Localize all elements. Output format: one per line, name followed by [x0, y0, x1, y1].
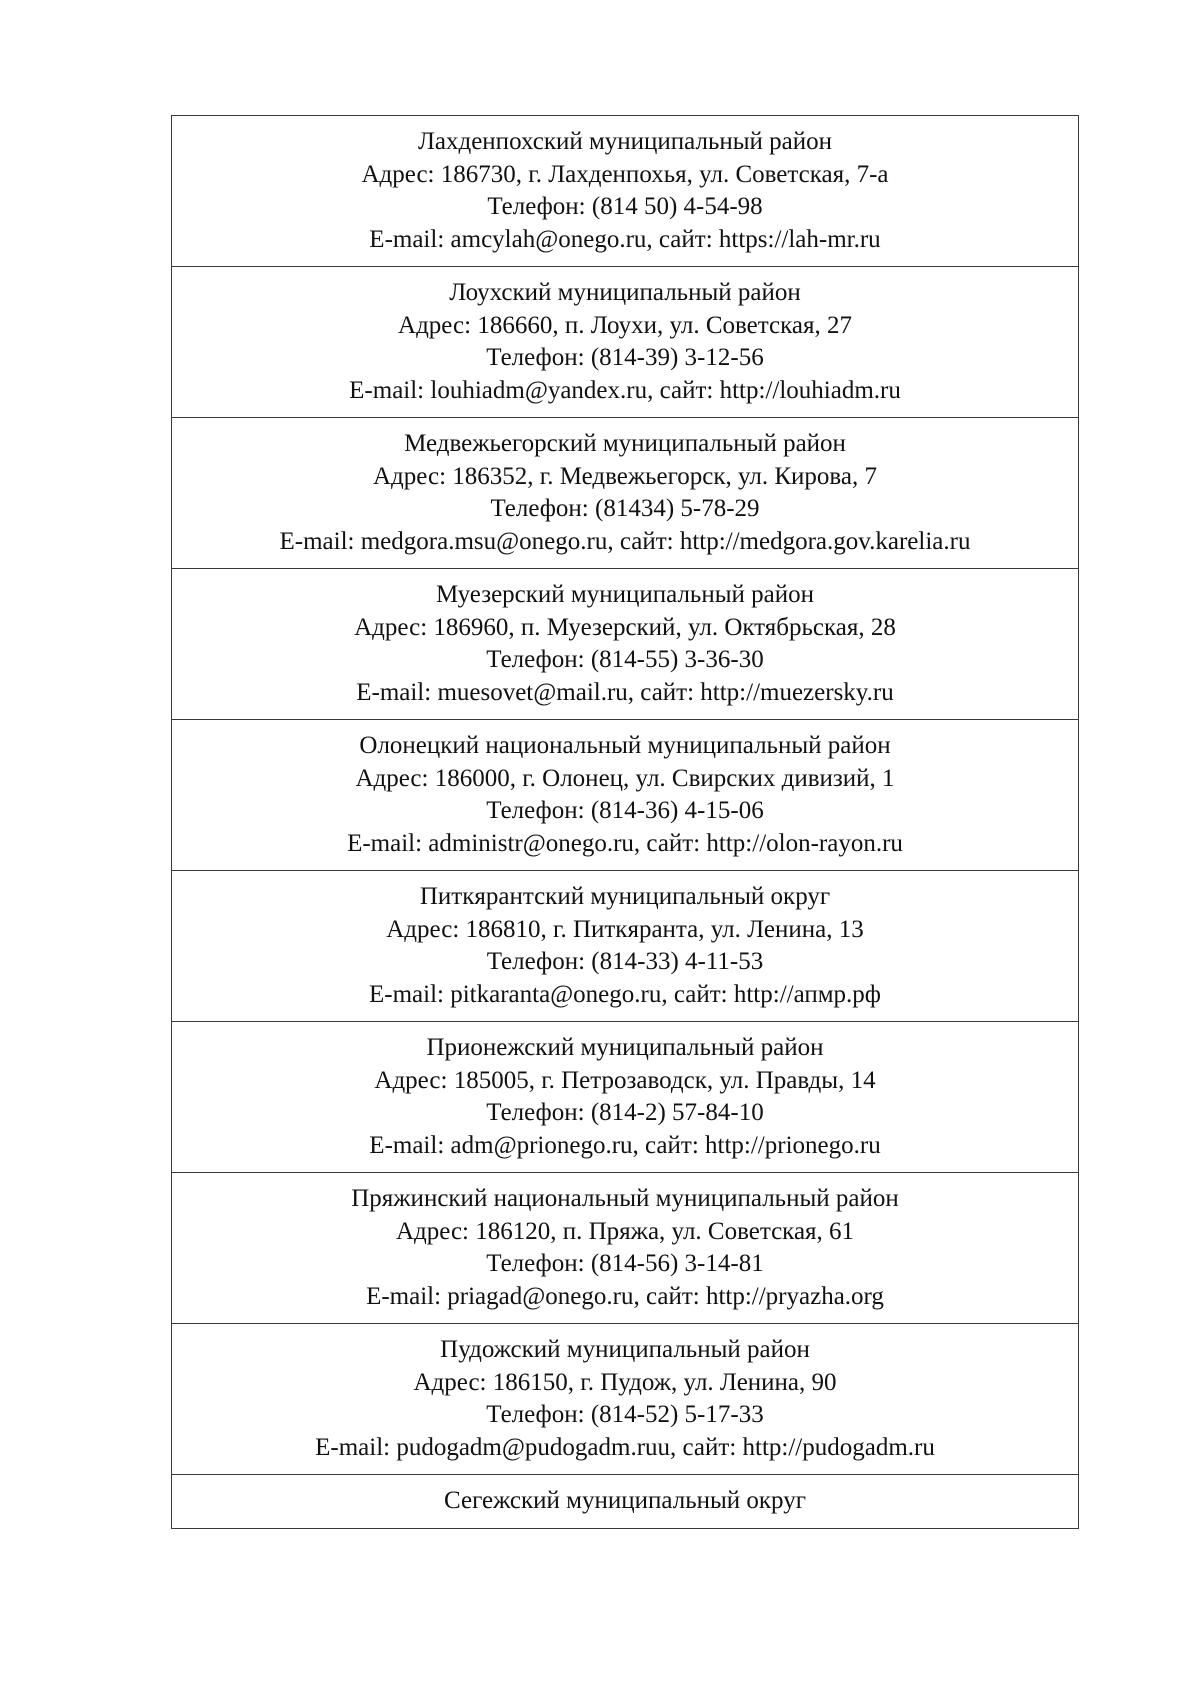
municipality-email-site: E-mail: louhiadm@yandex.ru, сайт: http://louhiadm.ru [349, 376, 901, 404]
municipality-address: Адрес: 186660, п. Лоухи, ул. Советская, 27 [398, 311, 852, 339]
municipality-name: Пряжинский национальный муниципальный район [351, 1185, 899, 1212]
municipality-address: Адрес: 185005, г. Петрозаводск, ул. Правды, 14 [374, 1066, 876, 1094]
table-row [172, 871, 1079, 1022]
table-row [172, 418, 1079, 569]
contacts-table [171, 115, 1079, 1529]
municipality-phone: Телефон: (814-36) 4-15-06 [486, 797, 764, 824]
municipality-cell [172, 569, 1079, 720]
municipality-name: Лахденпохский муниципальный район [417, 128, 833, 155]
municipality-cell [172, 1022, 1079, 1173]
municipality-name: Сегежский муниципальный округ [444, 1487, 806, 1515]
municipality-cell [172, 871, 1079, 1022]
table-row [172, 1173, 1079, 1324]
municipality-address: Адрес: 186730, г. Лахденпохья, ул. Советская, 7-а [361, 160, 889, 188]
municipality-name: Олонецкий национальный муниципальный район [359, 732, 891, 759]
table-row [172, 116, 1079, 267]
municipality-address: Адрес: 186352, г. Медвежьегорск, ул. Кирова, 7 [372, 462, 877, 490]
municipality-address: Адрес: 186810, г. Питкяранта, ул. Ленина, 13 [386, 915, 864, 943]
municipality-phone: Телефон: (814 50) 4-54-98 [487, 193, 763, 220]
municipality-email-site: E-mail: adm@prionego.ru, сайт: http://prionego.ru [369, 1131, 881, 1159]
municipality-phone: Телефон: (814-55) 3-36-30 [486, 646, 764, 673]
municipality-name: Питкярантский муниципальный округ [419, 883, 831, 910]
municipality-cell [172, 116, 1079, 267]
municipality-phone: Телефон: (814-56) 3-14-81 [486, 1250, 764, 1277]
municipality-cell [172, 1173, 1079, 1324]
table-row [172, 267, 1079, 418]
table-row [172, 1475, 1079, 1529]
municipality-cell [172, 1324, 1079, 1475]
municipality-cell [172, 267, 1079, 418]
municipality-address: Адрес: 186960, п. Муезерский, ул. Октябрьская, 28 [354, 613, 896, 641]
municipality-phone: Телефон: (81434) 5-78-29 [490, 495, 760, 522]
municipality-name: Лоухский муниципальный район [449, 279, 801, 306]
municipality-email-site: E-mail: muesovet@mail.ru, сайт: http://muezersky.ru [356, 678, 894, 706]
municipality-name: Муезерский муниципальный район [436, 581, 814, 608]
municipality-phone: Телефон: (814-39) 3-12-56 [486, 344, 764, 371]
municipality-address: Адрес: 186150, г. Пудож, ул. Ленина, 90 [413, 1368, 837, 1396]
municipality-email-site: E-mail: administr@onego.ru, сайт: http://olon-rayon.ru [347, 829, 903, 857]
municipality-email-site: E-mail: amcylah@onego.ru, сайт: https://lah-mr.ru [369, 225, 881, 253]
municipality-name: Медвежьегорский муниципальный район [404, 430, 846, 457]
municipality-name: Пудожский муниципальный район [440, 1336, 810, 1363]
municipality-cell [172, 720, 1079, 871]
table-row [172, 720, 1079, 871]
municipality-cell [172, 1475, 1079, 1529]
municipality-cell [172, 418, 1079, 569]
municipality-address: Адрес: 186120, п. Пряжа, ул. Советская, 61 [395, 1217, 855, 1245]
municipality-name: Прионежский муниципальный район [426, 1034, 824, 1061]
municipality-email-site: E-mail: priagad@onego.ru, сайт: http://pryazha.org [366, 1282, 884, 1310]
municipality-email-site: E-mail: pudogadm@pudogadm.ruu, сайт: http://pudogadm.ru [315, 1433, 935, 1461]
table-row [172, 1022, 1079, 1173]
table-row [172, 1324, 1079, 1475]
municipality-phone: Телефон: (814-52) 5-17-33 [486, 1401, 764, 1428]
municipality-address: Адрес: 186000, г. Олонец, ул. Свирских дивизий, 1 [355, 764, 895, 792]
municipality-email-site: E-mail: medgora.msu@onego.ru, сайт: http://medgora.gov.karelia.ru [279, 527, 971, 555]
municipality-email-site: E-mail: pitkaranta@onego.ru, сайт: http://апмр.рф [368, 980, 881, 1008]
table-row [172, 569, 1079, 720]
municipality-phone: Телефон: (814-33) 4-11-53 [486, 948, 764, 975]
municipality-phone: Телефон: (814-2) 57-84-10 [486, 1099, 764, 1126]
